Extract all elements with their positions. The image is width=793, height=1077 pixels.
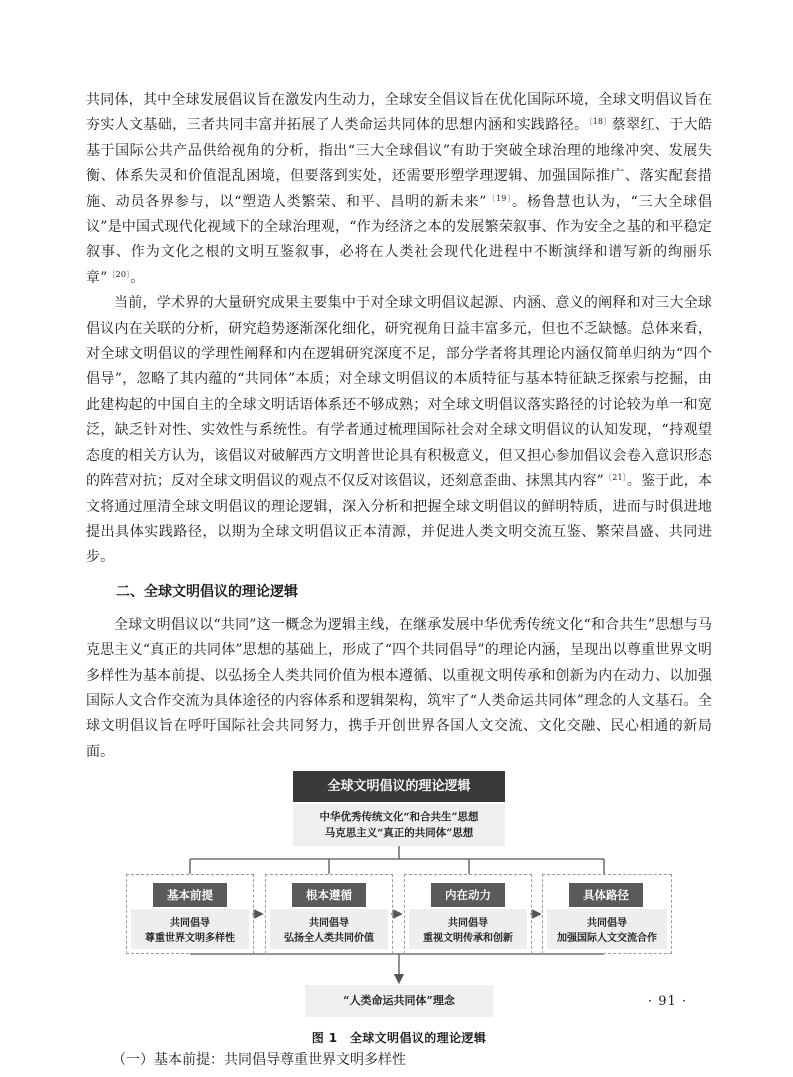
figure-item-internal-driver	[404, 874, 532, 954]
figure-item-line1: 共同倡导	[587, 918, 627, 930]
figure-item-label: 基本前提	[153, 883, 227, 907]
figure-item-line1: 共同倡导	[448, 918, 488, 930]
section-heading: 二、全球文明倡议的理论逻辑	[116, 583, 298, 600]
page-number: · 91 ·	[648, 994, 688, 1009]
figure-result: “人类命运共同体”理念	[305, 985, 493, 1017]
figure-item-basic-premise	[126, 874, 254, 954]
figure-source-2: 马克思主义“真正的共同体”思想	[324, 827, 474, 840]
figure-source-1: 中华优秀传统文化“和合共生”思想	[319, 811, 479, 824]
figure-item-fundamental-principle	[265, 874, 393, 954]
figure-item-line2: 尊重世界文明多样性	[145, 933, 235, 945]
figure-caption: 图 1 全球文明倡议的理论逻辑	[311, 1031, 487, 1046]
paragraph-2: 当前，学术界的大量研究成果主要集中于对全球文明倡议起源、内涵、意义的阐释和对三大全球倡议内在关联的分析，研究趋势逐渐深化细化，研究视角日益丰富多元，但也不乏缺憾。总体来看，对全球文明倡议的学理性阐释和内在逻辑研究深度不足，部分学者将其理论内涵仅简单归纳为“四个倡导”，忽略了其内蕴的“共同体”本质；对全球文明倡议的本质特征与基本特征缺乏探索与挖掘，由此建构起的中国自主的全球文明话语体系还不够成熟；对全球文明倡议落实路径的讨论较为单一和宽泛，缺乏针对性、实效性与系统性。有学者通过梳理国际社会对全球文明倡议的认知发现，“持观望态度的相关方认为，该倡议对破解西方文明普世论具有积极意义，但又担心参加倡议会卷入意识形态的阵营对抗；反对全球文明倡议的观点不仅反对该倡议，还刻意歪曲、抹黑其内容”$^{〔21〕}$。鉴于此，本文将通过厘清全球文明倡议的理论逻辑，深入分析和把握全球文明倡议的鲜明特质，进而与时俱进地提出具体实践路径，以期为全球文明倡议正本清源，并促进人类文明交流互鉴、繁荣昌盛、共同进步。	[86, 295, 712, 566]
figure-item-body	[270, 909, 388, 949]
figure-item-line2: 重视文明传承和创新	[423, 933, 513, 945]
paragraph-1: 共同体，其中全球发展倡议旨在激发内生动力，全球安全倡议旨在优化国际环境，全球文明倡议旨在夯实人文基础，三者共同丰富并拓展了人类命运共同体的思想内涵和实践路径。$^{〔18〕}$蔡翠红、于大皓基于国际公共产品供给视角的分析，指出“三大全球倡议”有助于突破全球治理的地缘冲突、发展失衡、体系失灵和价值混乱困境，但要落到实处，还需要形塑学理逻辑、加强国际推广、落实配套措施、动员各界参与，以“塑造人类繁荣、和平、昌明的新未来”$^{〔19〕}$。杨鲁慧也认为，“三大全球倡议”是中国式现代化视域下的全球治理观，“作为经济之本的发展繁荣叙事、作为安全之基的和平稳定叙事、作为文化之根的文明互鉴叙事，必将在人类社会现代化进程中不断演绎和谱写新的绚丽乐章”$^{〔20〕}$。	[86, 92, 713, 286]
figure-sources	[293, 804, 505, 846]
figure-item-line1: 共同倡导	[170, 918, 210, 930]
figure-item-body	[409, 909, 527, 949]
figure-item-specific-path	[542, 874, 672, 954]
section-paragraph: 全球文明倡议以“共同”这一概念为逻辑主线，在继承发展中华优秀传统文化“和合共生”思想与马克思主义“真正的共同体”思想的基础上，形成了“四个共同倡导”的理论内涵，呈现出以尊重世界文明多样性为基本前提、以弘扬全人类共同价值为根本遵循、以重视文明传承和创新为内在动力、以加强国际人文合作交流为具体途径的内容体系和逻辑架构，筑牢了“人类命运共同体”理念的人文基石。全球文明倡议旨在呼吁国际社会共同努力，携手开创世界各国人文交流、文化交融、民心相通的新局面。	[86, 616, 712, 760]
figure-item-line1: 共同倡导	[309, 918, 349, 930]
figure-item-line2: 加强国际人文交流合作	[557, 933, 657, 945]
page-body	[86, 88, 712, 1072]
figure-item-label: 内在动力	[431, 883, 505, 907]
figure-title: 全球文明倡议的理论逻辑	[293, 771, 505, 802]
figure-1	[86, 771, 712, 1026]
figure-item-body	[131, 909, 249, 949]
figure-item-label: 根本遵循	[292, 883, 366, 907]
figure-item-line2: 弘扬全人类共同价值	[284, 933, 374, 945]
citation-mark: 〔18〕	[588, 117, 612, 127]
citation-mark: 〔21〕	[603, 473, 627, 483]
figure-item-body	[547, 909, 667, 949]
subsection-heading: （一）基本前提：共同倡导尊重世界文明多样性	[112, 1052, 406, 1069]
citation-mark: 〔20〕	[107, 269, 131, 279]
citation-mark: 〔19〕	[486, 193, 513, 203]
figure-item-label: 具体路径	[569, 883, 643, 907]
